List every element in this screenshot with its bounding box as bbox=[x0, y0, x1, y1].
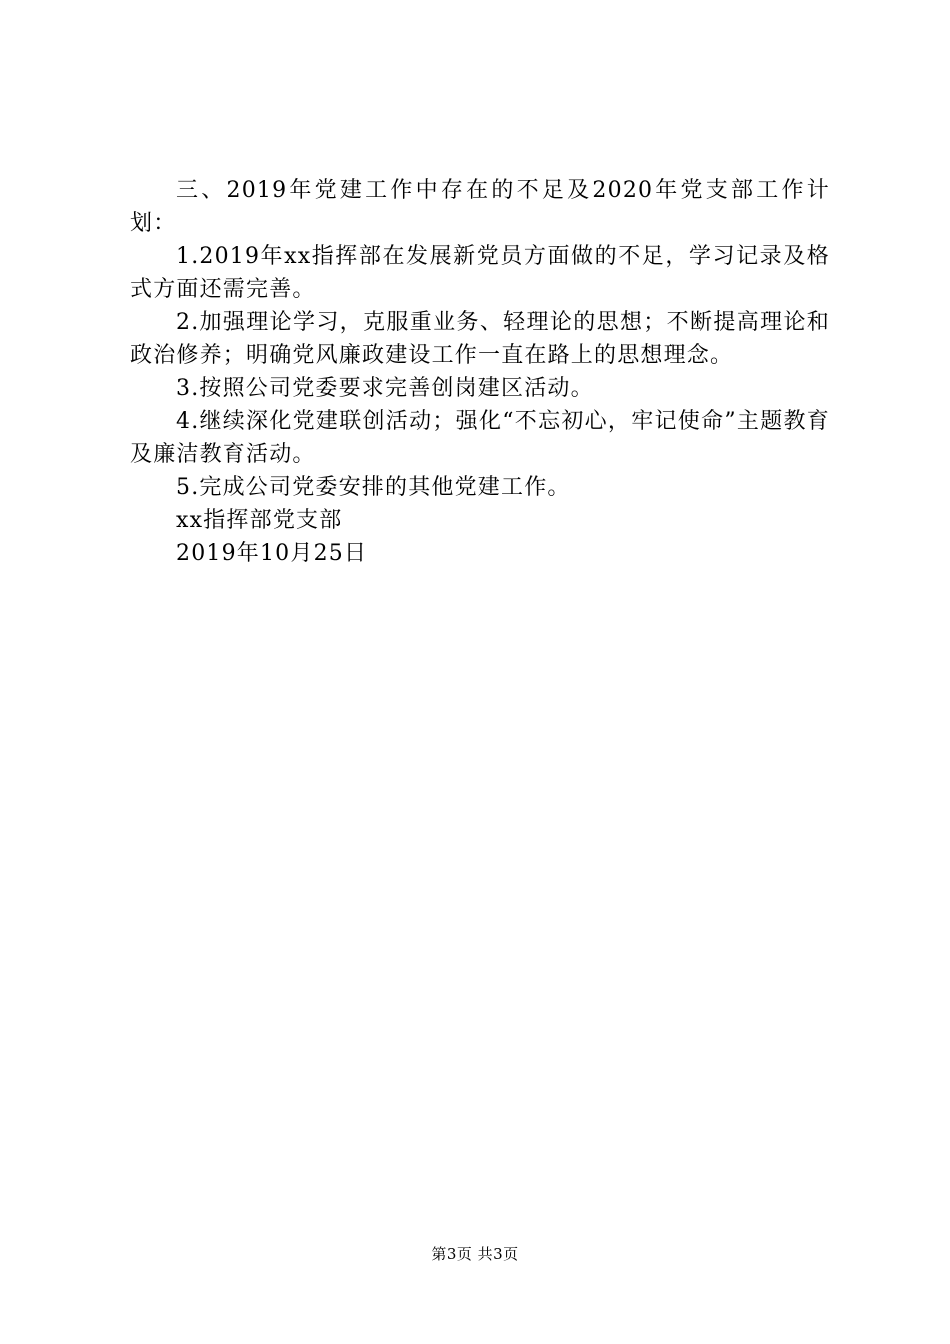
signature-date: 2019年10月25日 bbox=[176, 541, 368, 566]
signature-organization: xx指挥部党支部 bbox=[176, 508, 343, 533]
list-item-3: 3.按照公司党委要求完善创岗建区活动。 bbox=[176, 376, 594, 401]
section-heading: 三、2019年党建工作中存在的不足及2020年党支部工作计划： bbox=[130, 178, 830, 236]
document-body bbox=[130, 174, 830, 570]
list-item-5: 5.完成公司党委安排的其他党建工作。 bbox=[176, 475, 571, 500]
list-item-1: 1.2019年xx指挥部在发展新党员方面做的不足，学习记录及格式方面还需完善。 bbox=[130, 244, 830, 302]
list-item-4: 4.继续深化党建联创活动；强化“不忘初心，牢记使命”主题教育及廉洁教育活动。 bbox=[130, 409, 830, 467]
page-number-footer: 第3页 共3页 bbox=[431, 1245, 519, 1263]
list-item-2: 2.加强理论学习，克服重业务、轻理论的思想；不断提高理论和政治修养；明确党风廉政建设工作一直在路上的思想理念。 bbox=[130, 310, 830, 368]
